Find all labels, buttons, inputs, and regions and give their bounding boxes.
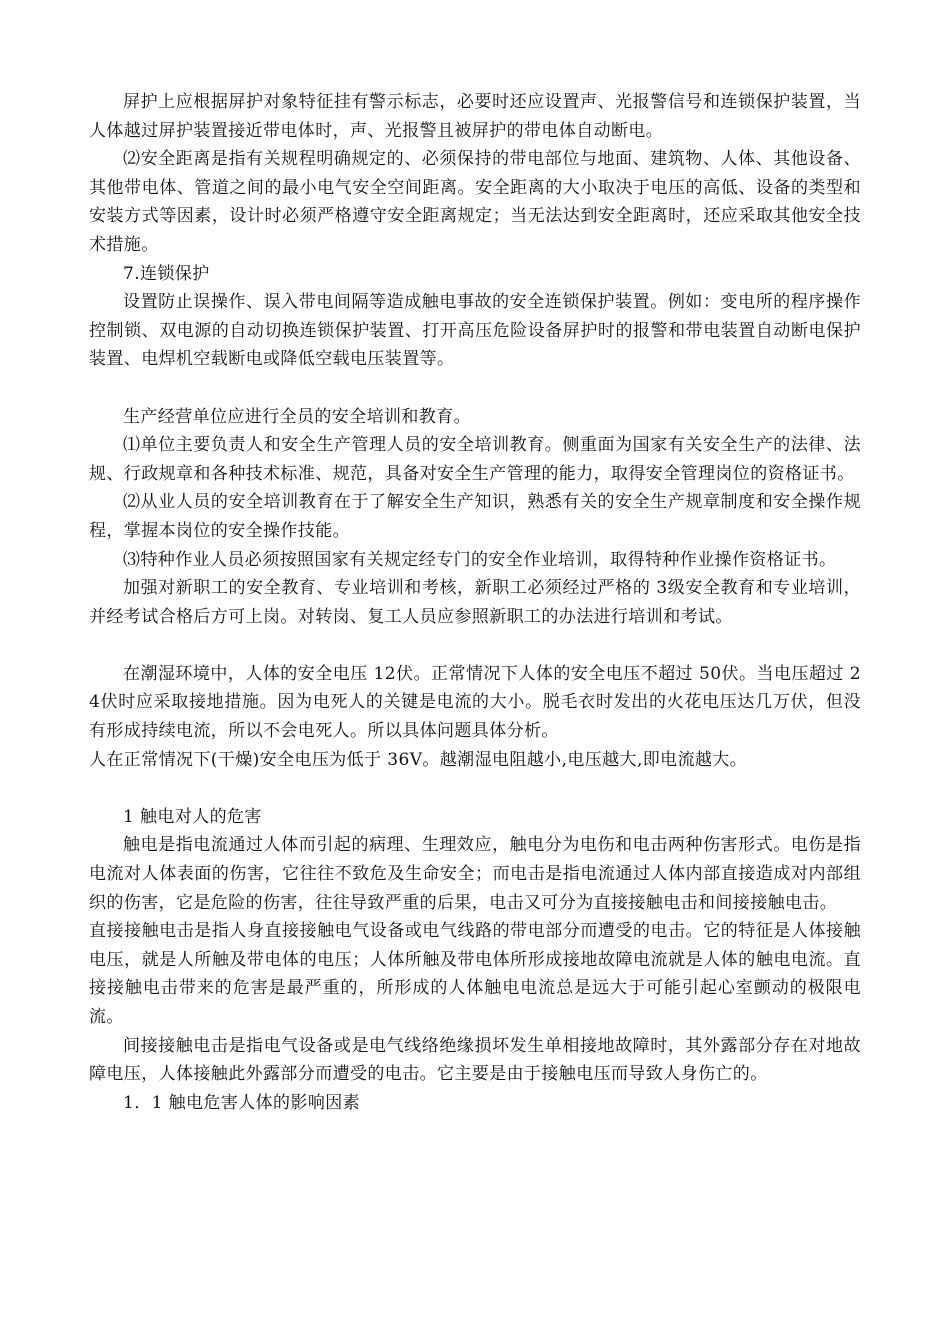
heading-shock-factors: 1．1 触电危害人体的影响因素 (123, 1092, 361, 1113)
paragraph-safety-distance: ⑵安全距离是指有关规程明确规定的、必须保持的带电部位与地面、建筑物、人体、其他设备、其他带电体、管道之间的最小电气安全空间距离。安全距离的大小取决于电压的高低、设备的类型和安装方式等因素，设计时必须严格遵守安全距离规定；当无法达到安全距离时，还应采取其他安全技术措施。 (89, 149, 861, 255)
paragraph-safe-voltage-dry: 人在正常情况下(干燥)安全电压为低于 36V。越潮湿电阻越小,电压越大,即电流越大。 (89, 749, 748, 770)
document-body (89, 88, 861, 1117)
spacer (89, 774, 861, 803)
paragraph-training-employees: ⑵从业人员的安全培训教育在于了解安全生产知识，熟悉有关的安全生产规章制度和安全操作规程，掌握本岗位的安全操作技能。 (89, 492, 861, 541)
paragraph-new-employee-training: 加强对新职工的安全教育、专业培训和考核，新职工必须经过严格的 3级安全教育和专业培训，并经考试合格后方可上岗。对转岗、复工人员应参照新职工的办法进行培训和考试。 (89, 578, 861, 627)
heading-interlock-protection: 7.连锁保护 (123, 263, 210, 284)
paragraph-training-managers: ⑴单位主要负责人和安全生产管理人员的安全培训教育。侧重面为国家有关安全生产的法律、法规、行政规章和各种技术标准、规范，具备对安全生产管理的能力，取得安全管理岗位的资格证书。 (89, 435, 861, 484)
paragraph-barrier-warning: 屏护上应根据屏护对象特征挂有警示标志，必要时还应设置声、光报警信号和连锁保护装置，当人体越过屏护装置接近带电体时，声、光报警且被屏护的带电体自动断电。 (89, 92, 861, 141)
heading-electric-shock-hazard: 1 触电对人的危害 (123, 806, 262, 827)
spacer (89, 374, 861, 403)
paragraph-shock-definition: 触电是指电流通过人体而引起的病理、生理效应，触电分为电伤和电击两种伤害形式。电伤是指电流对人体表面的伤害，它往往不致危及生命安全；而电击是指电流通过人体内部直接造成对内部组织的伤害，它是危险的伤害，往往导致严重的后果，电击又可分为直接接触电击和间接接触电击。 (89, 835, 861, 913)
paragraph-interlock-devices: 设置防止误操作、误入带电间隔等造成触电事故的安全连锁保护装置。例如：变电所的程序操作控制锁、双电源的自动切换连锁保护装置、打开高压危险设备屏护时的报警和带电装置自动断电保护装置、电焊机空载断电或降低空载电压装置等。 (89, 292, 861, 370)
paragraph-indirect-contact-shock: 间接接触电击是指电气设备或是电气线络绝缘损坏发生单相接地故障时，其外露部分存在对地故障电压，人体接触此外露部分而遭受的电击。它主要是由于接触电压而导致人身伤亡的。 (89, 1035, 861, 1085)
paragraph-training-intro: 生产经营单位应进行全员的安全培训和教育。 (123, 406, 471, 427)
spacer (89, 631, 861, 660)
paragraph-safe-voltage: 在潮湿环境中，人体的安全电压 12伏。正常情况下人体的安全电压不超过 50伏。当电压超过 24伏时应采取接地措施。因为电死人的关键是电流的大小。脱毛衣时发出的火花电压达几万伏，但没有形成持续电流，所以不会电死人。所以具体问题具体分析。 (89, 663, 861, 742)
paragraph-direct-contact-shock: 直接接触电击是指人身直接接触电气设备或电气线路的带电部分而遭受的电击。它的特征是人体接触电压，就是人所触及带电体的电压；人体所触及带电体所形成接地故障电流就是人体的触电电流。直接接触电击带来的危害是最严重的，所形成的人体触电电流总是远大于可能引起心室颤动的极限电流。 (89, 921, 861, 1027)
paragraph-training-special-workers: ⑶特种作业人员必须按照国家有关规定经专门的安全作业培训，取得特种作业操作资格证书。 (123, 549, 837, 570)
